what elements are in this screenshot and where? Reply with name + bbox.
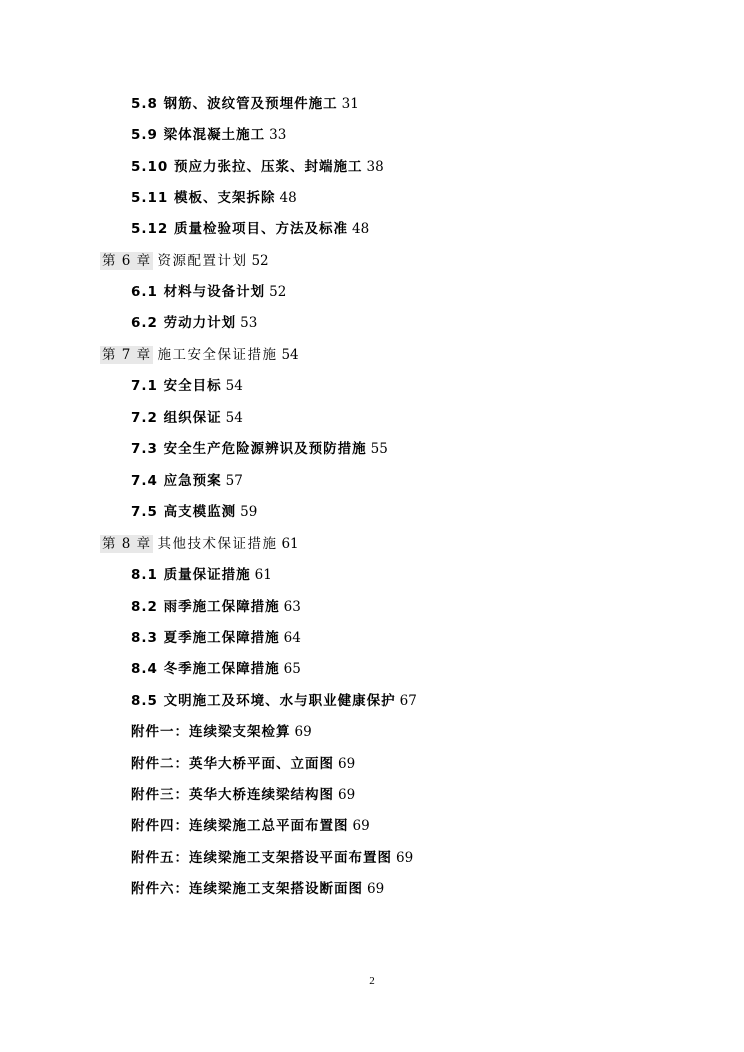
toc-chapter-title: 施工安全保证措施 — [157, 347, 278, 363]
toc-entry-page: 52 — [269, 284, 287, 300]
toc-entry[interactable] — [131, 125, 286, 145]
page-number: 2 — [369, 975, 375, 987]
chapter-label: 第 7 章 — [102, 347, 152, 363]
chapter-label: 第 6 章 — [102, 253, 152, 269]
toc-entry[interactable] — [131, 722, 312, 742]
toc-entry[interactable] — [131, 219, 369, 239]
toc-chapter[interactable] — [100, 251, 269, 271]
toc-entry[interactable] — [131, 408, 243, 428]
toc-entry-title: 附件四：连续梁施工总平面布置图 — [131, 818, 349, 834]
toc-entry[interactable] — [131, 471, 243, 491]
toc-entry-page: 38 — [366, 159, 384, 175]
toc-entry-page: 63 — [283, 599, 301, 615]
toc-entry[interactable] — [131, 502, 257, 522]
toc-entry-title: 附件六：连续梁施工支架搭设断面图 — [131, 881, 363, 897]
toc-entry-title: 8.3 夏季施工保障措施 — [131, 630, 280, 646]
toc-entry-page: 54 — [225, 410, 243, 426]
toc-entry[interactable] — [131, 785, 355, 805]
toc-entry-title: 8.5 文明施工及环境、水与职业健康保护 — [131, 693, 396, 709]
toc-chapter[interactable] — [100, 534, 299, 554]
toc-entry[interactable] — [131, 94, 359, 114]
toc-entry[interactable] — [131, 282, 286, 302]
toc-entry-title: 5.10 预应力张拉、压浆、封端施工 — [131, 159, 363, 175]
toc-entry[interactable] — [131, 848, 413, 868]
toc-entry[interactable] — [131, 879, 384, 899]
toc-entry-page: 64 — [283, 630, 301, 646]
toc-entry-page: 65 — [283, 661, 301, 677]
toc-entry-title: 附件三：英华大桥连续梁结构图 — [131, 787, 334, 803]
toc-entry[interactable] — [131, 816, 370, 836]
toc-entry-title: 5.9 梁体混凝土施工 — [131, 127, 266, 143]
toc-entry[interactable] — [131, 313, 257, 333]
toc-chapter-title: 其他技术保证措施 — [157, 536, 278, 552]
toc-entry-title: 7.4 应急预案 — [131, 473, 222, 489]
toc-entry-page: 54 — [281, 347, 299, 363]
toc-entry-page: 69 — [338, 756, 356, 772]
toc-entry[interactable] — [131, 439, 388, 459]
toc-entry[interactable] — [131, 376, 243, 396]
toc-entry-title: 附件五：连续梁施工支架搭设平面布置图 — [131, 850, 392, 866]
toc-entry-title: 7.2 组织保证 — [131, 410, 222, 426]
toc-entry-title: 5.11 模板、支架拆除 — [131, 190, 276, 206]
toc-entry-page: 61 — [281, 536, 299, 552]
toc-entry[interactable] — [131, 188, 297, 208]
toc-chapter-title: 资源配置计划 — [157, 253, 248, 269]
toc-entry-title: 7.3 安全生产危险源辨识及预防措施 — [131, 441, 367, 457]
toc-entry-title: 6.2 劳动力计划 — [131, 315, 237, 331]
toc-entry[interactable] — [131, 754, 355, 774]
toc-entry-title: 5.8 钢筋、波纹管及预埋件施工 — [131, 96, 338, 112]
toc-entry-page: 61 — [254, 567, 272, 583]
toc-entry-page: 55 — [370, 441, 388, 457]
toc-entry-page: 31 — [341, 96, 359, 112]
toc-entry-page: 69 — [367, 881, 385, 897]
toc-entry-page: 48 — [279, 190, 297, 206]
toc-entry-page: 69 — [294, 724, 312, 740]
toc-entry[interactable] — [131, 157, 384, 177]
toc-entry-page: 67 — [399, 693, 417, 709]
toc-entry-page: 69 — [396, 850, 414, 866]
toc-entry-title: 7.5 高支模监测 — [131, 504, 237, 520]
toc-entry-title: 附件二：英华大桥平面、立面图 — [131, 756, 334, 772]
chapter-label: 第 8 章 — [102, 536, 152, 552]
toc-entry-title: 附件一：连续梁支架检算 — [131, 724, 291, 740]
toc-entry[interactable] — [131, 691, 417, 711]
toc-entry-title: 6.1 材料与设备计划 — [131, 284, 266, 300]
toc-entry-page: 53 — [240, 315, 258, 331]
toc-entry-title: 8.4 冬季施工保障措施 — [131, 661, 280, 677]
toc-entry[interactable] — [131, 659, 301, 679]
toc-entry-page: 59 — [240, 504, 258, 520]
toc-entry-page: 57 — [225, 473, 243, 489]
toc-entry[interactable] — [131, 628, 301, 648]
toc-entry-title: 8.2 雨季施工保障措施 — [131, 599, 280, 615]
toc-entry-title: 7.1 安全目标 — [131, 378, 222, 394]
toc-entry-page: 69 — [352, 818, 370, 834]
toc-entry-title: 5.12 质量检验项目、方法及标准 — [131, 221, 349, 237]
toc-chapter[interactable] — [100, 345, 299, 365]
toc-entry-page: 48 — [352, 221, 370, 237]
toc-entry[interactable] — [131, 597, 301, 617]
toc-entry-page: 52 — [251, 253, 269, 269]
toc-entry-page: 54 — [225, 378, 243, 394]
toc-entry-title: 8.1 质量保证措施 — [131, 567, 251, 583]
toc-entry-page: 33 — [269, 127, 287, 143]
toc-entry-page: 69 — [338, 787, 356, 803]
toc-entry[interactable] — [131, 565, 272, 585]
